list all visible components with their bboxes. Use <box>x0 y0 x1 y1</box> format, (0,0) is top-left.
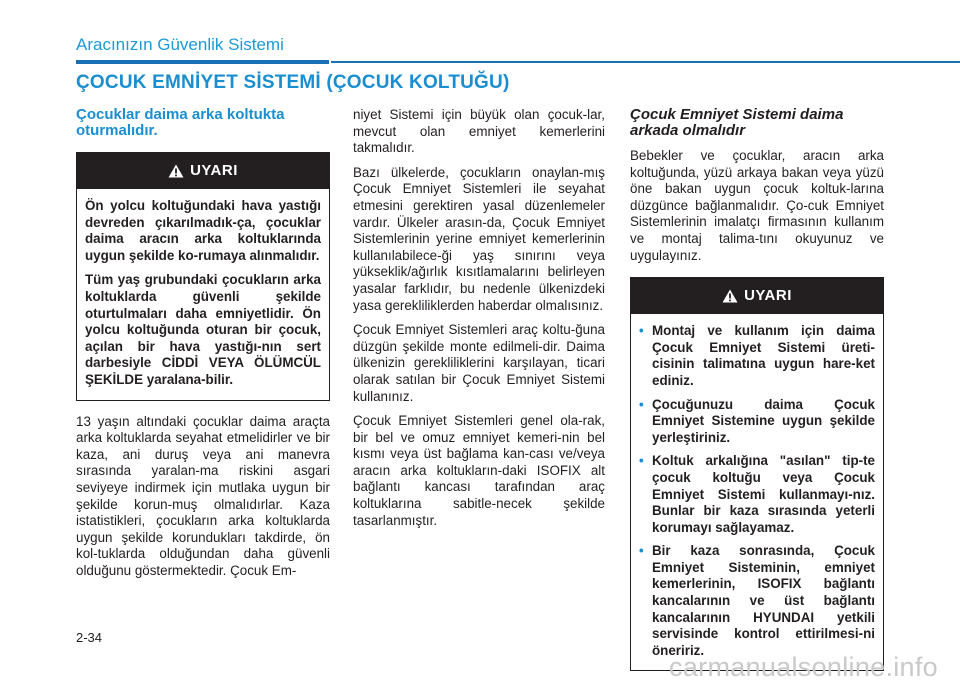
warning-list-item: • Bir kaza sonrasında, Çocuk Emniyet Sisteminin, emniyet kemerlerinin, ISOFIX bağlantı kancalarının ve üst bağlantı kancalarının HYUNDAI yetkili servisinde kontrol ettirilmesi-ni öneririz. <box>639 543 875 659</box>
warning-label: UYARI <box>190 161 238 179</box>
page-title: ÇOCUK EMNİYET SİSTEMİ (ÇOCUK KOLTUĞU) <box>76 72 510 93</box>
warning-header <box>631 278 883 314</box>
watermark: carmanualsonline.info <box>669 652 938 682</box>
header-rule-thick <box>76 60 329 64</box>
body-paragraph: 13 yaşın altındaki çocuklar daima araçta arka koltuklarda seyahat etmelidirler ve bir kaza, ani duruş veya ani manevra sırasında yaralan-ma riskini asgari seviyeye indirmek için mutlaka uygun bir şekilde korun-muş olmalıdırlar. Kaza istatistikleri, çocukların arka koltuklarda uygun şekilde korundukları takdirde, ön kol-tuklarda olduğundan daha güvenli olduğunu göstermektedir. Çocuk Em- <box>76 413 330 578</box>
warning-triangle-icon <box>722 289 738 303</box>
body-paragraph: Çocuk Emniyet Sistemleri araç koltu-ğuna düzgün şekilde monte edilmeli-dir. Daima ülkenizin gerekliliklerini karşılayan, ticari olarak satılan bir Çocuk Emniyet Sistemi kullanınız. <box>353 322 605 404</box>
body-paragraph: Bazı ülkelerde, çocukların onaylan-mış Çocuk Emniyet Sistemleri ile seyahat etmesini gerektiren yasal düzenlemeler vardır. Ülkeler arasın-da, Çocuk Emniyet Sistemlerinin yerine emniyet kemerlerinin kullanılabilece-ği yaş sınırını veya yükseklik/ağırlık kısıtlamalarını belirleyen yasalar farklıdır, bu nedenle ülkenizdeki yasa gerekliliklerden haberdar olmalısınız. <box>353 164 605 313</box>
subheading-rear-seat: Çocuklar daima arka koltukta oturmalıdır. <box>76 106 285 139</box>
warning-list-item: • Koltuk arkalığına "asılan" tip-te çocuk koltuğu veya Çocuk Emniyet Sistemi kullanmayı-nız. Bunlar bir kaza sırasında yeterli korumayı sağlayamaz. <box>639 453 875 536</box>
warning-paragraph: Ön yolcu koltuğundaki hava yastığı devreden çıkarılmadık-ça, çocuklar daima aracın arka koltuklarında uygun şekilde ko-rumaya alınmalıdır. <box>85 198 321 263</box>
column-middle <box>353 107 605 537</box>
warning-body <box>631 314 883 670</box>
warning-list-item: • Çocuğunuzu daima Çocuk Emniyet Sistemine uygun şekilde yerleştiriniz. <box>639 397 875 447</box>
body-paragraph: Çocuk Emniyet Sistemleri genel ola-rak, bir bel ve omuz emniyet kemeri-nin bel kısmı veya üst bağlama kan-cası ve/veya aracın arka koltukların-daki ISOFIX alt bağlantı kancası tarafından araç koltuklarına sabitle-necek şekilde tasarlanmıştır. <box>353 413 605 528</box>
column-right <box>630 107 884 684</box>
warning-body <box>77 189 329 400</box>
warning-triangle-icon <box>168 164 184 178</box>
warning-label: UYARI <box>744 286 792 304</box>
subheading-rear-facing: Çocuk Emniyet Sistemi daima arkada olmalıdır <box>630 106 844 139</box>
warning-paragraph: Tüm yaş grubundaki çocukların arka koltuklarda güvenli şekilde oturtulmaları daha emniyetlidir. Ön yolcu koltuğunda oturan bir çocuk, açılan bir hava yastığı-nın sert darbesiyle CİDDİ VEYA ÖLÜMCÜL ŞEKİLDE yaralana-bilir. <box>85 272 321 387</box>
section-label: Aracınızın Güvenlik Sistemi <box>76 35 284 54</box>
body-paragraph: Bebekler ve çocuklar, aracın arka koltuğunda, yüzü arkaya bakan veya yüzü öne bakan uygun çocuk koltuk-larına düzgünce bağlanmalıdır. Ço-cuk Emniyet Sistemlerinin imalatçı firmasının kullanım ve montaj talima-tını okuyunuz ve uygulayınız. <box>630 148 884 263</box>
page-number: 2-34 <box>76 630 103 645</box>
column-left <box>76 107 330 587</box>
warning-box <box>76 152 330 401</box>
body-paragraph: niyet Sistemi için büyük olan çocuk-lar, mevcut olan emniyet kemerlerini takmalıdır. <box>353 107 605 156</box>
header-rule-thin <box>331 61 960 63</box>
warning-list-item: • Montaj ve kullanım için daima Çocuk Emniyet Sistemi üreti-cisinin talimatına uygun hare-ket ediniz. <box>639 323 875 389</box>
warning-header <box>77 153 329 189</box>
warning-list <box>639 323 875 659</box>
warning-box <box>630 277 884 671</box>
